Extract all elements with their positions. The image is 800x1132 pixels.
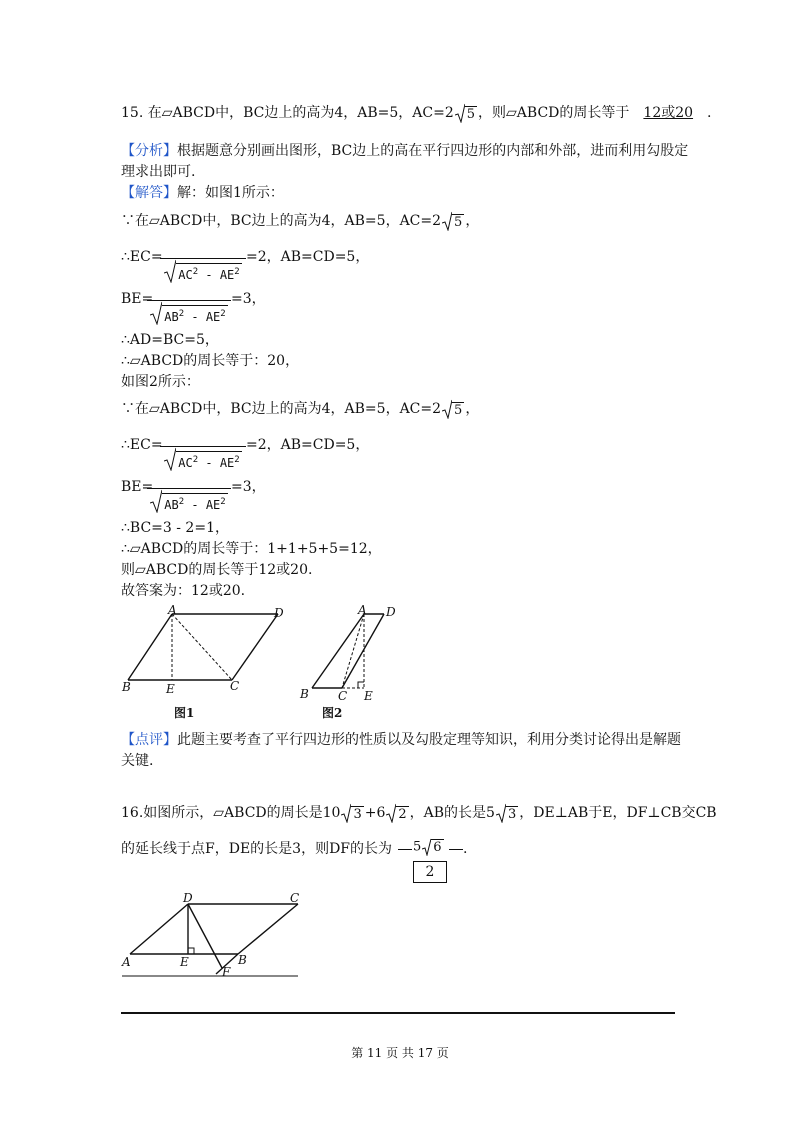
comment-tag: 【点评】 — [121, 732, 177, 748]
case1-ad: ∴AD=BC=5， — [121, 332, 219, 348]
solution-intro: 【解答】解：如图1所示： — [121, 185, 284, 201]
svg-text:B: B — [122, 680, 131, 694]
q16-line-2: 的延长线于点F，DE的长是3，则DF的长为 — [121, 841, 393, 857]
q16-stem: 16.如图所示，▱ABCD的周长是10 3 +6 2 ，AB的长是5 3 ，DE⊥AB于E，DF⊥CB交CB — [121, 805, 717, 822]
svg-text:E: E — [166, 682, 175, 696]
q16-answer-numerator: 5 6 — [413, 839, 442, 855]
fig2-intro: 如图2所示： — [121, 374, 200, 390]
svg-text:A: A — [122, 955, 131, 969]
case2-be: BE= — [121, 479, 154, 495]
svg-text:E: E — [364, 689, 373, 703]
case2-bc: ∴BC=3 - 2=1， — [121, 520, 229, 536]
svg-text:C: C — [338, 689, 348, 703]
svg-text:B: B — [300, 687, 309, 701]
q15-stem: 15. 在▱ABCD中，BC边上的高为4，AB=5，AC=2 5 ，则▱ABCD的周长等于 12或20 . — [121, 105, 712, 122]
fig2-caption: 图2 — [322, 706, 343, 720]
svg-text:C: C — [230, 679, 240, 693]
case2-given: ∵在▱ABCD中，BC边上的高为4，AB=5，AC=2 5 ， — [121, 401, 480, 418]
fig1-caption: 图1 — [174, 706, 195, 720]
comment-line-2: 关键. — [121, 753, 154, 769]
case2-be-radical: $AB^2 - AE^2$ — [147, 488, 231, 513]
final-answer: 故答案为：12或20. — [121, 583, 246, 599]
case2-ec-radical: $AC^2 - AE^2$ — [160, 446, 246, 471]
case2-ec: ∴EC= — [121, 437, 163, 453]
case2-perimeter: ∴▱ABCD的周长等于：1+1+5+5=12， — [121, 541, 382, 557]
page-footer: 第 11 页 共 17 页 — [351, 1046, 449, 1060]
case1-be-radical: $AB^2 - AE^2$ — [147, 300, 231, 325]
case1-perimeter: ∴▱ABCD的周长等于：20， — [121, 353, 300, 369]
svg-text:A: A — [358, 604, 367, 617]
figure-16 — [118, 890, 303, 985]
sqrt-symbol: 5 — [455, 103, 477, 123]
svg-text:D: D — [274, 606, 284, 620]
figures-15 — [118, 604, 418, 722]
conclusion: 则▱ABCD的周长等于12或20. — [121, 562, 313, 578]
analysis-line-2: 理求出即可. — [121, 164, 196, 180]
figure-2 — [312, 614, 384, 688]
analysis-line-1: 【分析】根据题意分别画出图形，BC边上的高在平行四边形的内部和外部，进而利用勾股定 — [121, 143, 689, 159]
svg-text:B: B — [238, 953, 247, 967]
comment-line-1: 【点评】此题主要考查了平行四边形的性质以及勾股定理等知识，利用分类讨论得出是解题 — [121, 732, 681, 748]
q15-answer: 12或20 — [643, 105, 694, 121]
svg-text:D: D — [386, 605, 396, 619]
svg-text:D: D — [183, 891, 193, 905]
case1-given: ∵在▱ABCD中，BC边上的高为4，AB=5，AC=2 5 ， — [121, 213, 480, 230]
svg-text:F: F — [222, 965, 231, 979]
figure-1 — [128, 614, 278, 680]
analysis-tag: 【分析】 — [121, 143, 177, 159]
solution-tag: 【解答】 — [121, 185, 177, 201]
svg-text:E: E — [180, 955, 189, 969]
q16-answer-denominator: 2 — [413, 861, 447, 883]
case1-ec: ∴EC= — [121, 249, 163, 265]
case1-be: BE= — [121, 291, 154, 307]
case1-ec-radical: $AC^2 - AE^2$ — [160, 258, 246, 283]
svg-text:A: A — [168, 604, 177, 617]
svg-text:C: C — [290, 891, 300, 905]
footer-divider — [121, 1012, 675, 1014]
